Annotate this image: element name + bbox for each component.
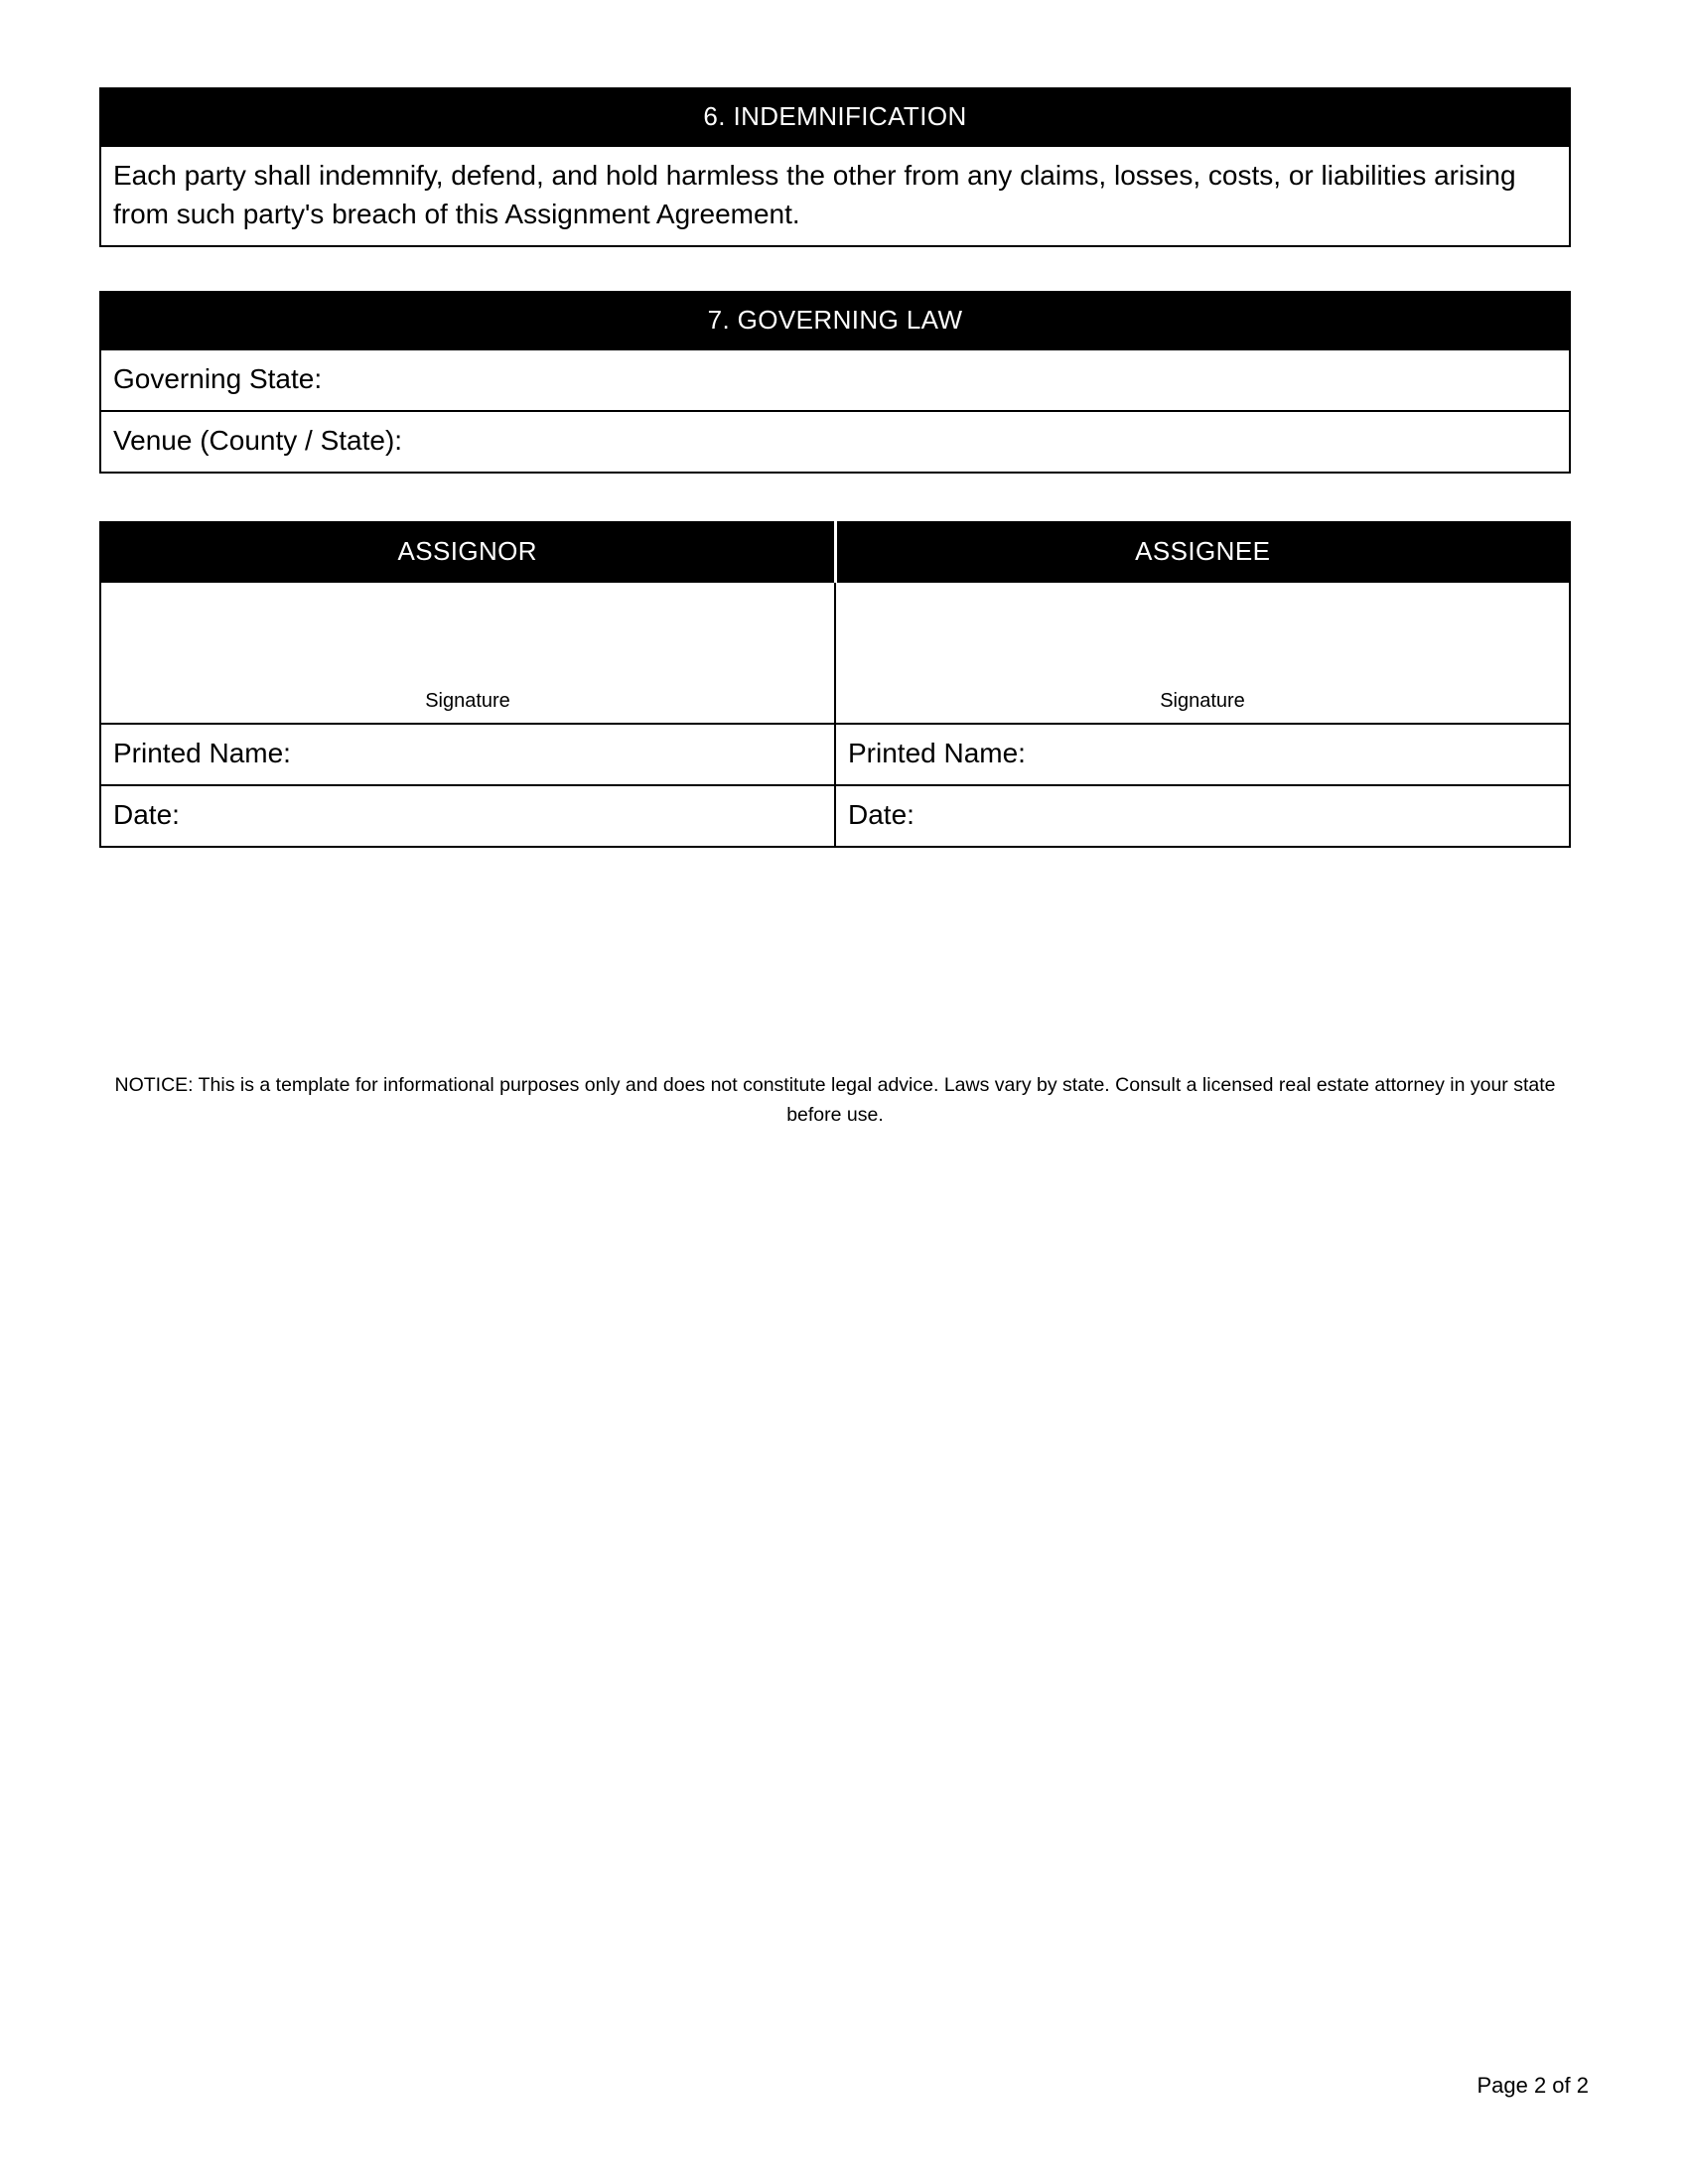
date-label-assignor: Date:: [113, 798, 180, 830]
venue-row: [100, 411, 1570, 473]
signature-area-row: [100, 582, 1570, 724]
section-governing-law: [99, 291, 1571, 474]
document-content: [99, 87, 1571, 848]
section-indemnification-body-row: [100, 146, 1570, 247]
printed-name-field-assignor[interactable]: [100, 724, 835, 785]
printed-name-label-assignor: Printed Name:: [113, 737, 291, 768]
section-indemnification: [99, 87, 1571, 247]
signature-caption-assignee: Signature: [1160, 689, 1245, 712]
page-number: Page 2 of 2: [1477, 2073, 1589, 2098]
signature-header-row: [100, 522, 1570, 582]
signature-header-assignor: ASSIGNOR: [100, 522, 835, 582]
legal-notice: NOTICE: This is a template for informational purposes only and does not constitute legal advice. Laws vary by state. Consult a licensed real estate attorney in your state before use.: [114, 1074, 1556, 1127]
date-label-assignee: Date:: [848, 798, 914, 830]
section-indemnification-header-row: [100, 88, 1570, 146]
signature-caption-assignor: Signature: [425, 689, 510, 712]
printed-name-label-assignee: Printed Name:: [848, 737, 1026, 768]
printed-name-field-assignee[interactable]: [835, 724, 1570, 785]
spacer: [99, 474, 1571, 521]
signature-field-assignor[interactable]: [100, 582, 835, 724]
venue-label: Venue (County / State):: [113, 424, 403, 456]
date-row: [100, 785, 1570, 847]
section-governing-law-heading: 7. GOVERNING LAW: [100, 292, 1570, 349]
section-indemnification-body: Each party shall indemnify, defend, and hold harmless the other from any claims, losses, costs, or liabilities arising from such party's breach of this Assignment Agreement.: [100, 146, 1570, 247]
signature-header-assignee: ASSIGNEE: [835, 522, 1570, 582]
governing-state-label: Governing State:: [113, 362, 323, 394]
governing-state-row: [100, 349, 1570, 411]
date-field-assignee[interactable]: [835, 785, 1570, 847]
governing-state-field[interactable]: [100, 349, 1570, 411]
spacer: [99, 247, 1571, 291]
section-indemnification-heading: 6. INDEMNIFICATION: [100, 88, 1570, 146]
signature-block: [99, 521, 1571, 848]
printed-name-row: [100, 724, 1570, 785]
signature-field-assignee[interactable]: [835, 582, 1570, 724]
venue-field[interactable]: [100, 411, 1570, 473]
date-field-assignor[interactable]: [100, 785, 835, 847]
section-governing-law-header-row: [100, 292, 1570, 349]
